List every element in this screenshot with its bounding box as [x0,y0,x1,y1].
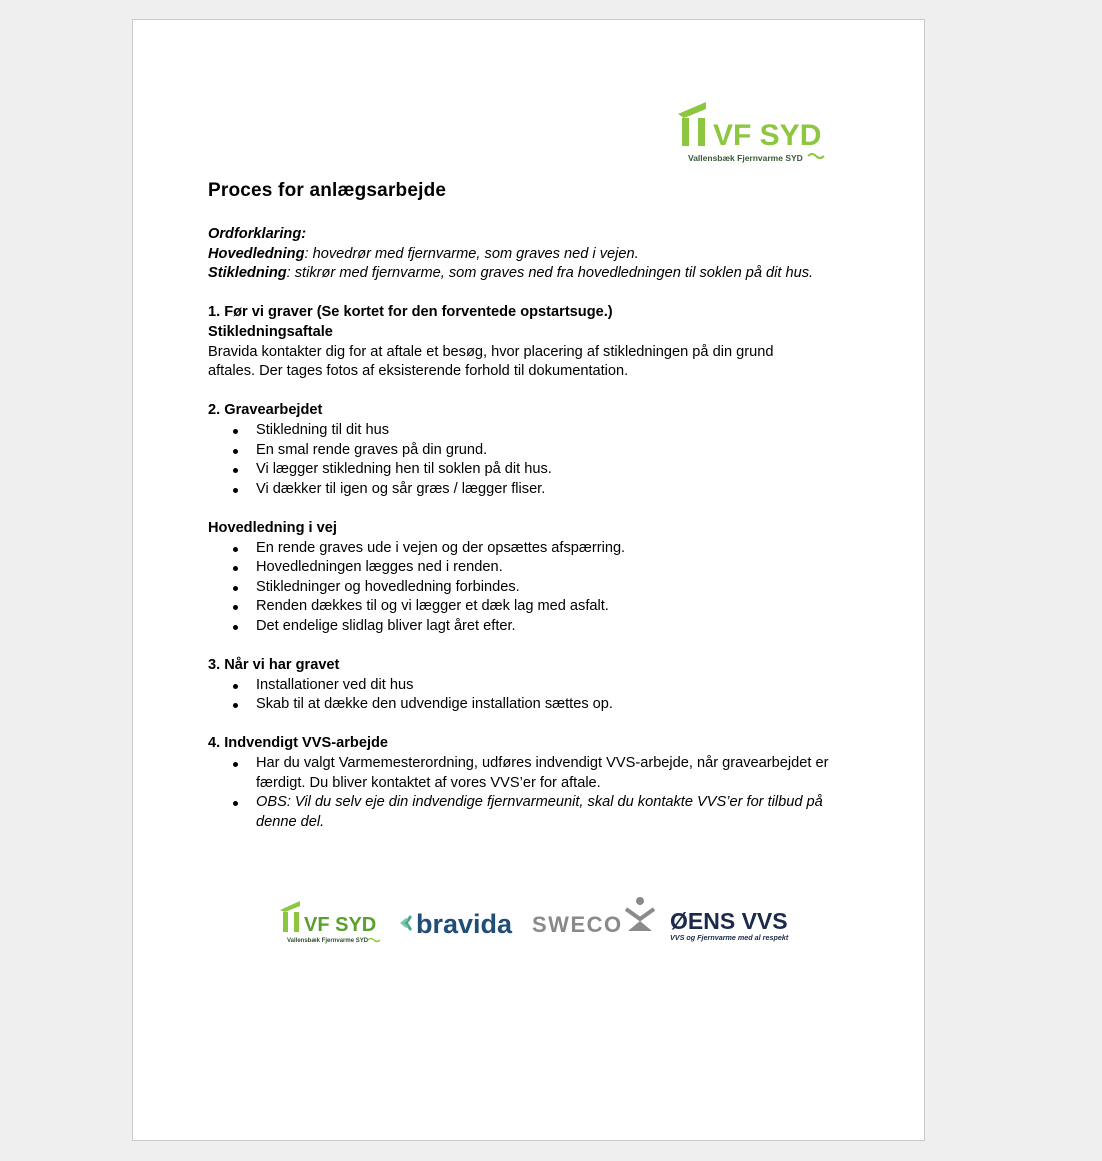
list-item: Skab til at dække den udvendige installation sættes op. [256,695,868,715]
list-item: Installationer ved dit hus [256,676,868,696]
document-body [208,225,868,832]
list-item: Renden dækkes til og vi lægger et dæk lag med asfalt. [256,597,868,617]
glossary-line-1 [208,245,868,265]
section-2-heading: 2. Gravearbejdet [208,402,323,419]
list-item: Har du valgt Varmemesterordning, udføres indvendigt VVS-arbejde, når gravearbejdet er færdigt. Du bliver kontaktet af vores VVS’er for aftale. [256,754,856,793]
section-1-subheading: Stikledningsaftale [208,323,333,340]
section-3-heading: 3. Når vi har gravet [208,657,340,674]
document-page [132,19,925,1141]
svg-text:Vallensbæk Fjernvarme SYD: Vallensbæk Fjernvarme SYD [287,938,369,944]
vf-syd-logo-small [278,899,383,947]
bravida-logo [398,905,518,941]
svg-text:Vallensbæk Fjernvarme SYD: Vallensbæk Fjernvarme SYD [688,153,803,163]
glossary-heading: Ordforklaring: [208,226,307,242]
sweco-logo [530,895,660,943]
svg-text:VF SYD: VF SYD [713,119,822,152]
svg-text:ØENS VVS: ØENS VVS [670,908,788,934]
glossary-definition: : stikrør med fjernvarme, som graves ned fra hovedledningen til soklen på dit hus. [286,265,814,282]
section-2-list [208,421,868,499]
glossary-definition: : hovedrør med fjernvarme, som graves ned i vejen. [304,245,639,262]
vf-syd-logo [676,100,826,164]
oens-vvs-logo [668,905,793,943]
glossary-line-2 [208,264,868,284]
section-2b-list [208,539,868,637]
list-item: En smal rende graves på din grund. [256,441,868,461]
list-item: Hovedledningen lægges ned i renden. [256,558,868,578]
section-1-text: Bravida kontakter dig for at aftale et besøg, hvor placering af stikledningen på din grund aftales. Der tages fotos af eksisterende forhold til dokumentation. [208,343,774,380]
list-item: Vi lægger stikledning hen til soklen på dit hus. [256,460,868,480]
section-3-list [208,676,868,715]
list-item: Det endelige slidlag bliver lagt året efter. [256,617,868,637]
glossary-term: Hovedledning [208,245,305,262]
list-item-note: OBS: Vil du selv eje din indvendige fjernvarmeunit, skal du kontakte VVS’er for tilbud på denne del. [256,793,856,832]
section-4-heading: 4. Indvendigt VVS-arbejde [208,735,389,752]
section-2b-heading: Hovedledning i vej [208,519,337,536]
svg-text:SWECO: SWECO [532,912,623,937]
section-4-list [208,754,856,832]
partner-logos [278,895,793,955]
list-item: En rende graves ude i vejen og der opsættes afspærring. [256,539,868,559]
page-title: Proces for anlægsarbejde [208,180,447,201]
svg-text:VF SYD: VF SYD [304,914,377,936]
list-item: Stikledninger og hovedledning forbindes. [256,578,868,598]
glossary-term: Stikledning [208,265,287,282]
svg-text:bravida: bravida [416,909,513,939]
list-item: Stikledning til dit hus [256,421,868,441]
svg-text:VVS og Fjernvarme med al respe: VVS og Fjernvarme med al respekt [670,933,789,942]
section-1-heading: 1. Før vi graver (Se kortet for den forventede opstartsuge.) [208,304,613,321]
list-item: Vi dækker til igen og sår græs / lægger fliser. [256,480,868,500]
